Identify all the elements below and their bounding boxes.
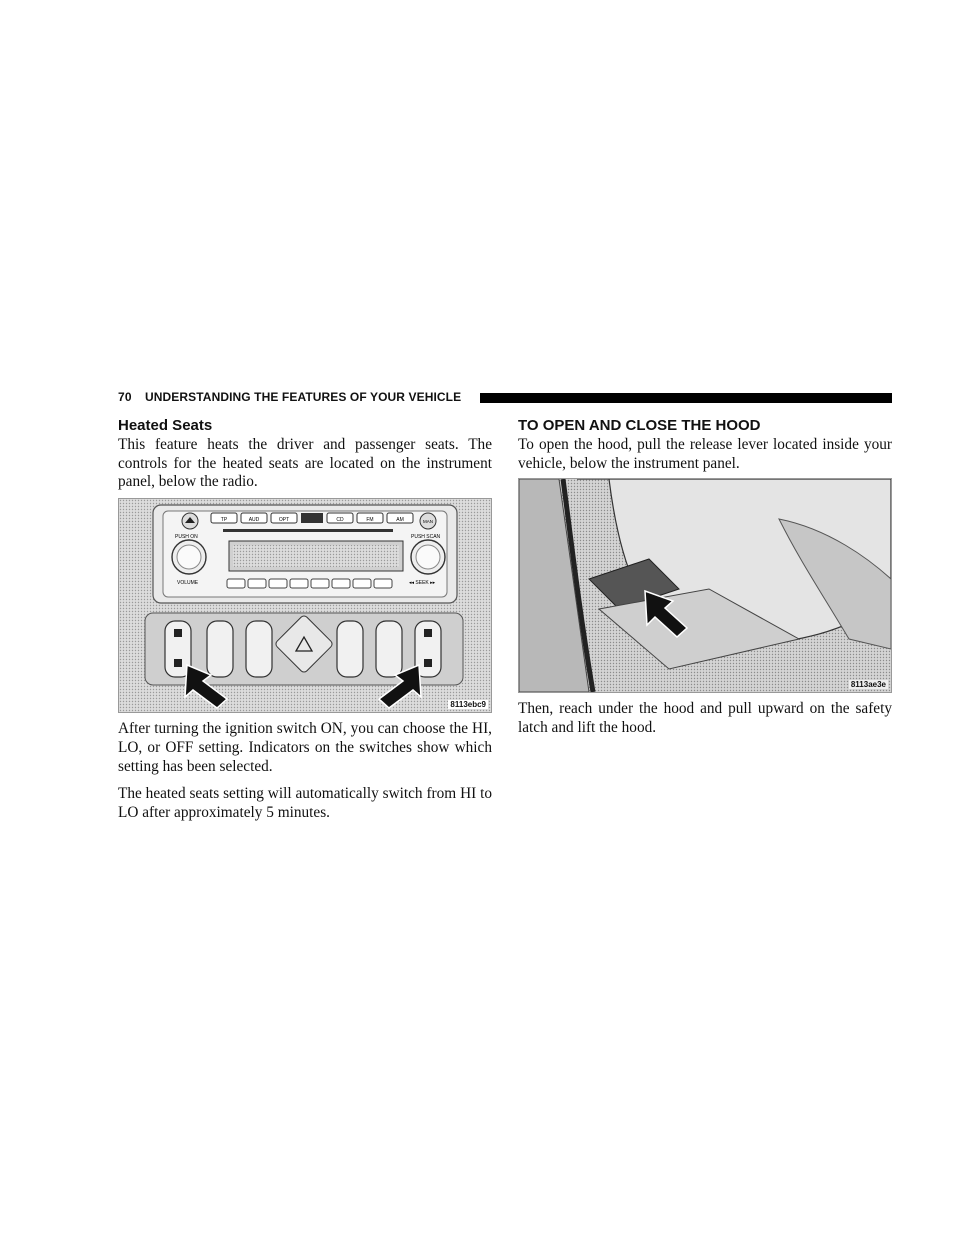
radio-button-label: FM [366,517,374,524]
heated-seats-heading: Heated Seats [118,417,213,434]
heated-seats-figure [118,498,492,713]
heated-seats-para-2: After turning the ignition switch ON, you can choose the HI, LO, or OFF setting. Indicators on the switches show which setting has been selected. [118,720,492,775]
radio-button-label: OPT [278,517,290,524]
figure-code: 8113ae3e [850,680,886,690]
man-label: MAN [423,519,433,525]
push-scan-label: PUSH SCAN [411,534,441,541]
page-number: 70 [118,390,132,404]
hood-para-2: Then, reach under the hood and pull upward on the safety latch and lift the hood. [518,700,892,737]
heated-seats-para-3: The heated seats setting will automatically switch from HI to LO after approximately 5 minutes. [118,785,492,821]
push-on-label: PUSH ON [175,534,198,541]
hood-release-figure [518,478,892,693]
figure-code: 8113ebc9 [450,700,486,710]
seek-label: ◂◂ SEEK ▸▸ [409,580,436,587]
hood-heading: TO OPEN AND CLOSE THE HOOD [518,417,761,434]
radio-button-label: AM [396,517,404,524]
left-column [118,416,492,823]
header-title: UNDERSTANDING THE FEATURES OF YOUR VEHICLE [145,390,462,404]
hood-intro: To open the hood, pull the release lever located inside your vehicle, below the instrument panel. [518,436,892,472]
heated-seats-intro: This feature heats the driver and passenger seats. The controls for the heated seats are located on the instrument panel, below the radio. [118,436,492,491]
header-rule [480,393,892,403]
hood-release-lever-illustration [519,479,891,692]
radio-button-label: TP [220,517,228,524]
radio-switch-panel-illustration [119,499,491,712]
radio-button-label: CD [336,517,344,524]
radio-preset-buttons [211,513,413,523]
volume-label: VOLUME [177,580,199,587]
right-column [518,416,892,738]
radio-button-label: AUD [248,517,260,524]
running-header [118,389,892,407]
